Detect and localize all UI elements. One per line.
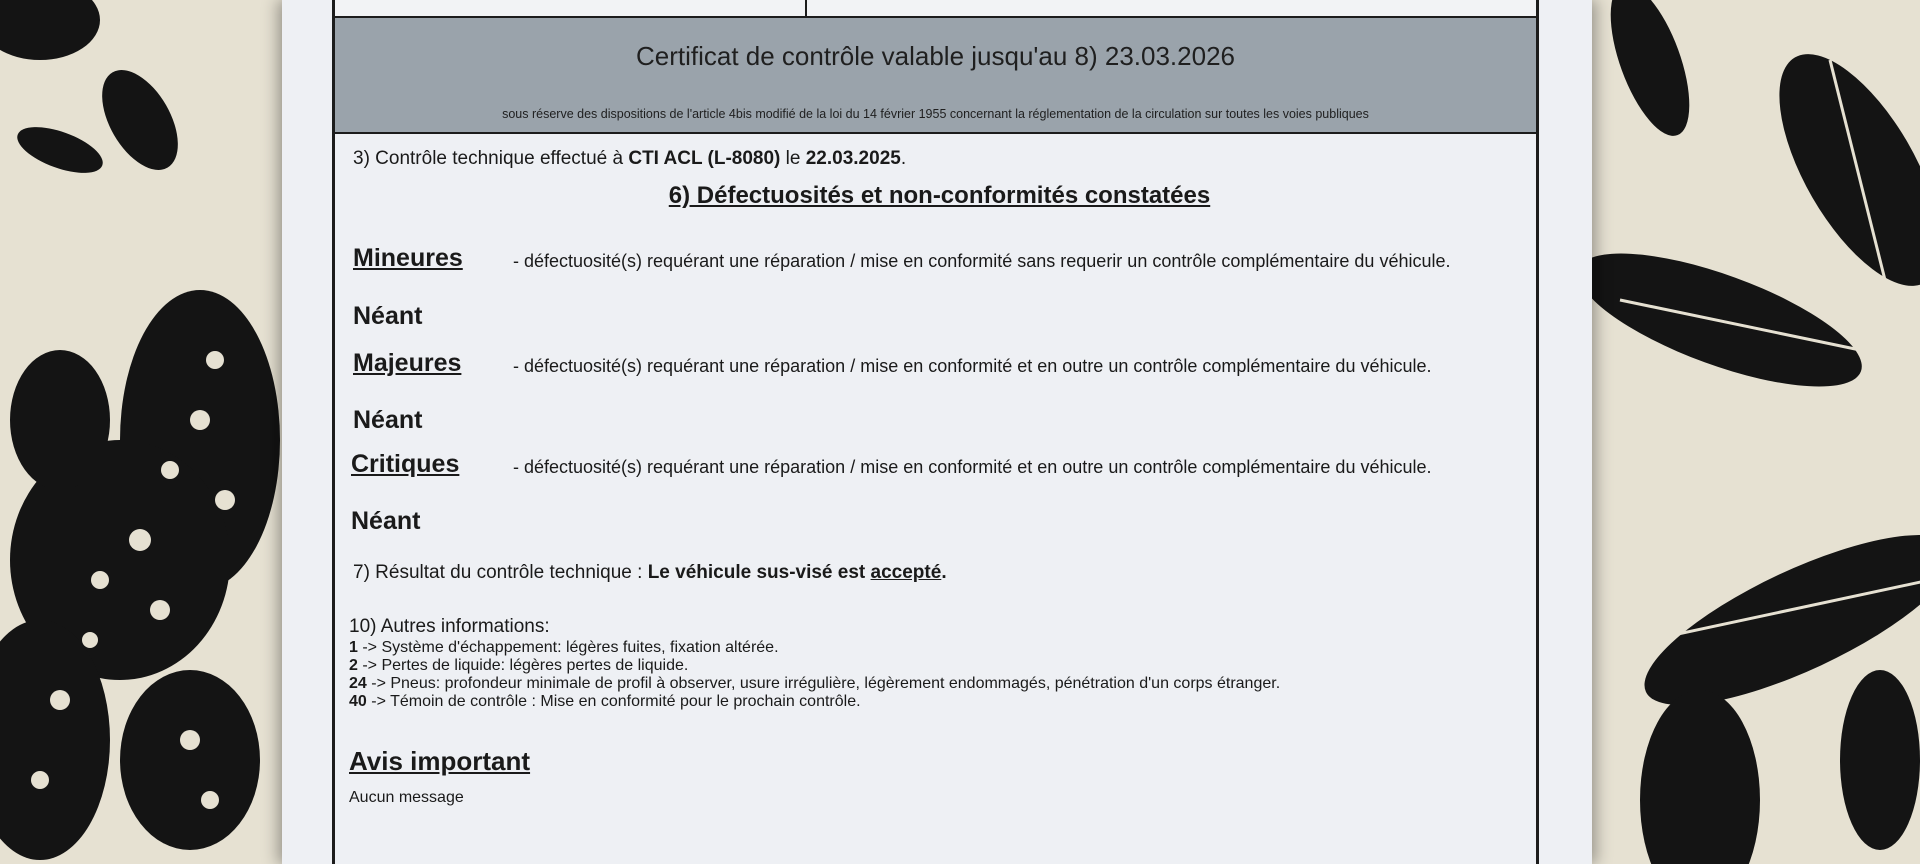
important-notice-heading: Avis important — [349, 746, 531, 776]
inspection-suffix: . — [900, 148, 907, 169]
info-code: 1 — [349, 639, 358, 656]
inspection-date: 22.03.2025 — [805, 148, 901, 169]
validity-title: Certificat de contrôle valable jusqu'au 8) 23.03.2026 — [635, 41, 1235, 71]
category-majeures-result: Néant — [353, 406, 423, 434]
inspection-result-line — [353, 562, 947, 584]
inspection-certificate — [282, 0, 1592, 864]
column-divider — [805, 0, 807, 16]
info-text: -> Pneus: profondeur minimale de profil à observer, usure irrégulière, légèrement endommagés, pénétration d'un corps étranger. — [366, 675, 1281, 692]
info-code: 2 — [349, 657, 358, 674]
certificate-frame — [332, 0, 1539, 864]
category-mineures-description: - défectuosité(s) requérant une réparation / mise en conformité sans requerir un contrôle complémentaire du véhicule. — [513, 251, 1451, 271]
other-info-heading: 10) Autres informations: — [349, 616, 550, 637]
info-item — [349, 675, 1280, 693]
info-item — [349, 693, 861, 711]
category-mineures-result: Néant — [353, 302, 423, 330]
result-status: accepté — [870, 562, 942, 583]
result-prefix: 7) Résultat du contrôle technique : — [353, 562, 648, 583]
info-code: 40 — [349, 693, 367, 710]
result-verdict: Le véhicule sus-visé est — [647, 562, 871, 583]
cut-off-header-row — [335, 0, 1536, 18]
category-critiques-label: Critiques — [351, 450, 460, 478]
result-suffix: . — [941, 562, 947, 583]
category-critiques-result: Néant — [351, 507, 421, 535]
info-text: -> Pertes de liquide: légères pertes de liquide. — [357, 657, 689, 674]
inspection-location-line — [353, 148, 906, 170]
important-notice-message: Aucun message — [349, 789, 464, 806]
info-item — [349, 639, 779, 657]
info-item — [349, 657, 688, 675]
category-mineures-label: Mineures — [353, 244, 463, 272]
inspection-station: CTI ACL (L-8080) — [628, 148, 781, 169]
info-code: 24 — [349, 675, 367, 692]
category-critiques-description: - défectuosité(s) requérant une réparation / mise en conformité et en outre un contrôle complémentaire du véhicule. — [513, 457, 1432, 477]
validity-banner — [335, 18, 1536, 134]
inspection-prefix: 3) Contrôle technique effectué à — [353, 148, 629, 169]
info-text: -> Système d'échappement: légères fuites, fixation altérée. — [357, 639, 779, 656]
legal-note: sous réserve des dispositions de l'article 4bis modifié de la loi du 14 février 1955 concernant la réglementation de la circulation sur toutes les voies publiques — [502, 107, 1369, 121]
defects-heading: 6) Défectuosités et non-conformités constatées — [668, 182, 1211, 209]
info-text: -> Témoin de contrôle : Mise en conformité pour le prochain contrôle. — [366, 693, 861, 710]
category-majeures-label: Majeures — [353, 349, 462, 377]
category-majeures-description: - défectuosité(s) requérant une réparation / mise en conformité et en outre un contrôle complémentaire du véhicule. — [513, 356, 1432, 376]
inspection-mid: le — [780, 148, 806, 169]
